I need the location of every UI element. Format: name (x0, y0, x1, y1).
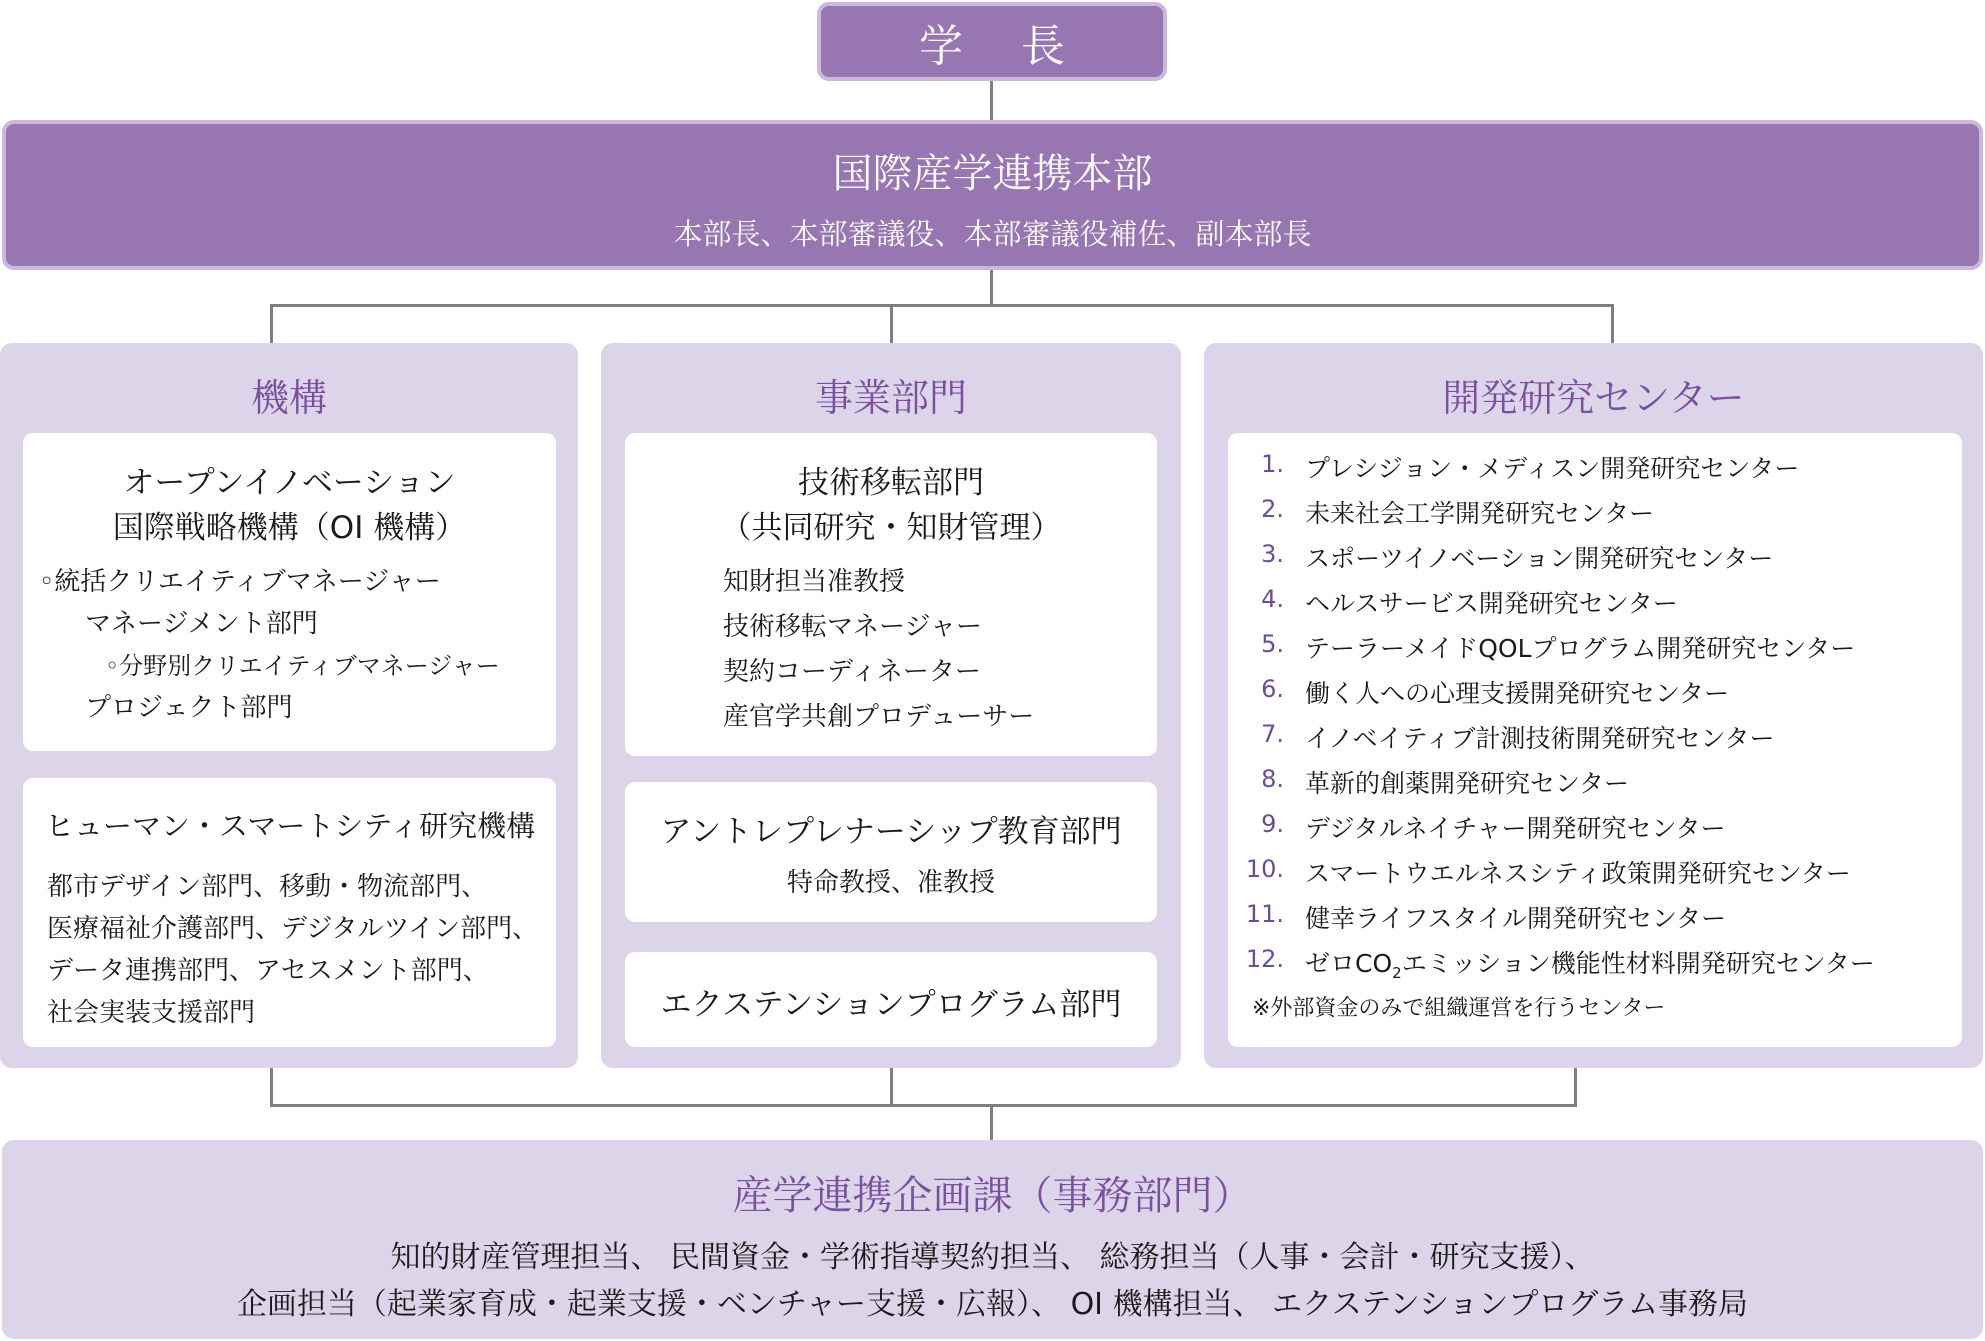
connector-jigyo-up (890, 304, 893, 344)
hsc-line: 社会実装支援部門 (47, 998, 256, 1028)
jigyo-panel (601, 343, 1181, 1068)
center-name-part: エミッション機能性材料開発研究センター (1401, 949, 1875, 978)
hsc-line: 医療福祉介護部門、デジタルツイン部門、 (47, 914, 539, 944)
oi-item: ◦分野別クリエイティブマネージャー (105, 652, 500, 680)
hsc-card (23, 778, 556, 1047)
connector-president-hq (990, 81, 993, 120)
tech-transfer-item: 契約コーディネーター (723, 657, 981, 687)
connector-centers-up (1611, 304, 1614, 344)
connector-bottom-bar (270, 1104, 1577, 1107)
center-name-subscript: 2 (1392, 964, 1402, 982)
connector-centers-down (1574, 1068, 1577, 1106)
connector-kiko-down (270, 1068, 273, 1106)
entrepreneurship-card (625, 782, 1157, 922)
center-name: 革新的創薬開発研究センター (1305, 769, 1630, 798)
tech-transfer-title-line1: 技術移転部門 (798, 465, 984, 501)
center-number: 9. (1261, 810, 1284, 838)
entrepreneurship-sub: 特命教授、准教授 (786, 868, 995, 898)
entrepreneurship-title: アントレプレナーシップ教育部門 (660, 814, 1122, 850)
connector-kiko-up (270, 304, 273, 344)
center-number: 7. (1261, 720, 1284, 748)
center-number: 11. (1245, 900, 1284, 928)
connector-jigyo-down (890, 1068, 893, 1106)
hq-box (2, 120, 1983, 270)
tech-transfer-card (625, 433, 1157, 756)
hq-members: 本部長、本部審議役、本部審議役補佐、副本部長 (673, 217, 1312, 251)
office-title: 産学連携企画課（事務部門） (732, 1173, 1253, 1219)
hsc-line: 都市デザイン部門、移動・物流部門、 (47, 872, 488, 902)
center-number: 12. (1245, 945, 1284, 973)
extension-card (625, 952, 1157, 1047)
center-number: 5. (1261, 630, 1284, 658)
center-name: 働く人への心理支援開発研究センター (1305, 679, 1730, 708)
center-name: 未来社会工学開発研究センター (1305, 499, 1655, 528)
kiko-title: 機構 (250, 376, 327, 420)
president-box (817, 2, 1167, 81)
centers-panel (1204, 343, 1983, 1068)
oi-item: ◦統括クリエイティブマネージャー (39, 567, 441, 597)
centers-card (1228, 433, 1962, 1047)
center-name: スポーツイノベーション開発研究センター (1305, 544, 1774, 573)
extension-title: エクステンションプログラム部門 (660, 987, 1122, 1023)
hsc-title: ヒューマン・スマートシティ研究機構 (45, 809, 536, 843)
hsc-line: データ連携部門、アセスメント部門、 (47, 956, 489, 986)
center-name: 健幸ライフスタイル開発研究センター (1305, 904, 1727, 933)
center-number: 1. (1261, 450, 1284, 478)
tech-transfer-item: 技術移転マネージャー (723, 612, 982, 642)
center-number: 2. (1261, 495, 1284, 523)
oi-item: マネージメント部門 (85, 609, 318, 639)
oi-card (23, 433, 556, 751)
center-name (1305, 944, 1875, 982)
center-name-part: ゼロCO (1305, 949, 1393, 978)
oi-title-line1: オープンイノベーション (123, 465, 456, 501)
center-name: プレシジョン・メディスン開発研究センター (1305, 454, 1800, 483)
center-name: イノベイティブ計測技術開発研究センター (1305, 724, 1775, 753)
center-number: 8. (1261, 765, 1284, 793)
center-name: テーラーメイドQOLプログラム開発研究センター (1305, 634, 1856, 663)
center-name: スマートウエルネスシティ政策開発研究センター (1305, 859, 1851, 888)
center-name: デジタルネイチャー開発研究センター (1305, 814, 1726, 843)
president-label: 学 長 (919, 20, 1087, 72)
oi-title-line2: 国際戦略機構（OI 機構） (112, 510, 467, 546)
center-number: 10. (1245, 855, 1284, 883)
tech-transfer-item: 知財担当准教授 (723, 567, 906, 597)
center-name: ヘルスサービス開発研究センター (1305, 589, 1678, 618)
tech-transfer-title-line2: （共同研究・知財管理） (720, 510, 1062, 546)
center-number: 6. (1261, 675, 1284, 703)
hq-title: 国際産学連携本部 (832, 151, 1153, 197)
office-duties-line2: 企画担当（起業家育成・起業支援・ベンチャー支援・広報）、 OI 機構担当、 エクステンションプログラム事務局 (236, 1287, 1749, 1322)
tech-transfer-item: 産官学共創プロデューサー (723, 702, 1035, 732)
centers-title: 開発研究センター (1442, 376, 1745, 420)
connector-office-up (990, 1104, 993, 1140)
oi-item: プロジェクト部門 (85, 693, 293, 723)
office-box (2, 1140, 1983, 1339)
jigyo-title: 事業部門 (814, 376, 967, 420)
office-duties-line1: 知的財産管理担当、 民間資金・学術指導契約担当、 総務担当（人事・会計・研究支援）、 (390, 1240, 1595, 1275)
kiko-panel (0, 343, 578, 1068)
connector-hq-down (990, 270, 993, 306)
center-number: 3. (1261, 540, 1284, 568)
connector-top-bar (270, 304, 1614, 307)
center-number: 4. (1261, 585, 1284, 613)
centers-note: ※外部資金のみで組織運営を行うセンター (1252, 996, 1666, 1021)
